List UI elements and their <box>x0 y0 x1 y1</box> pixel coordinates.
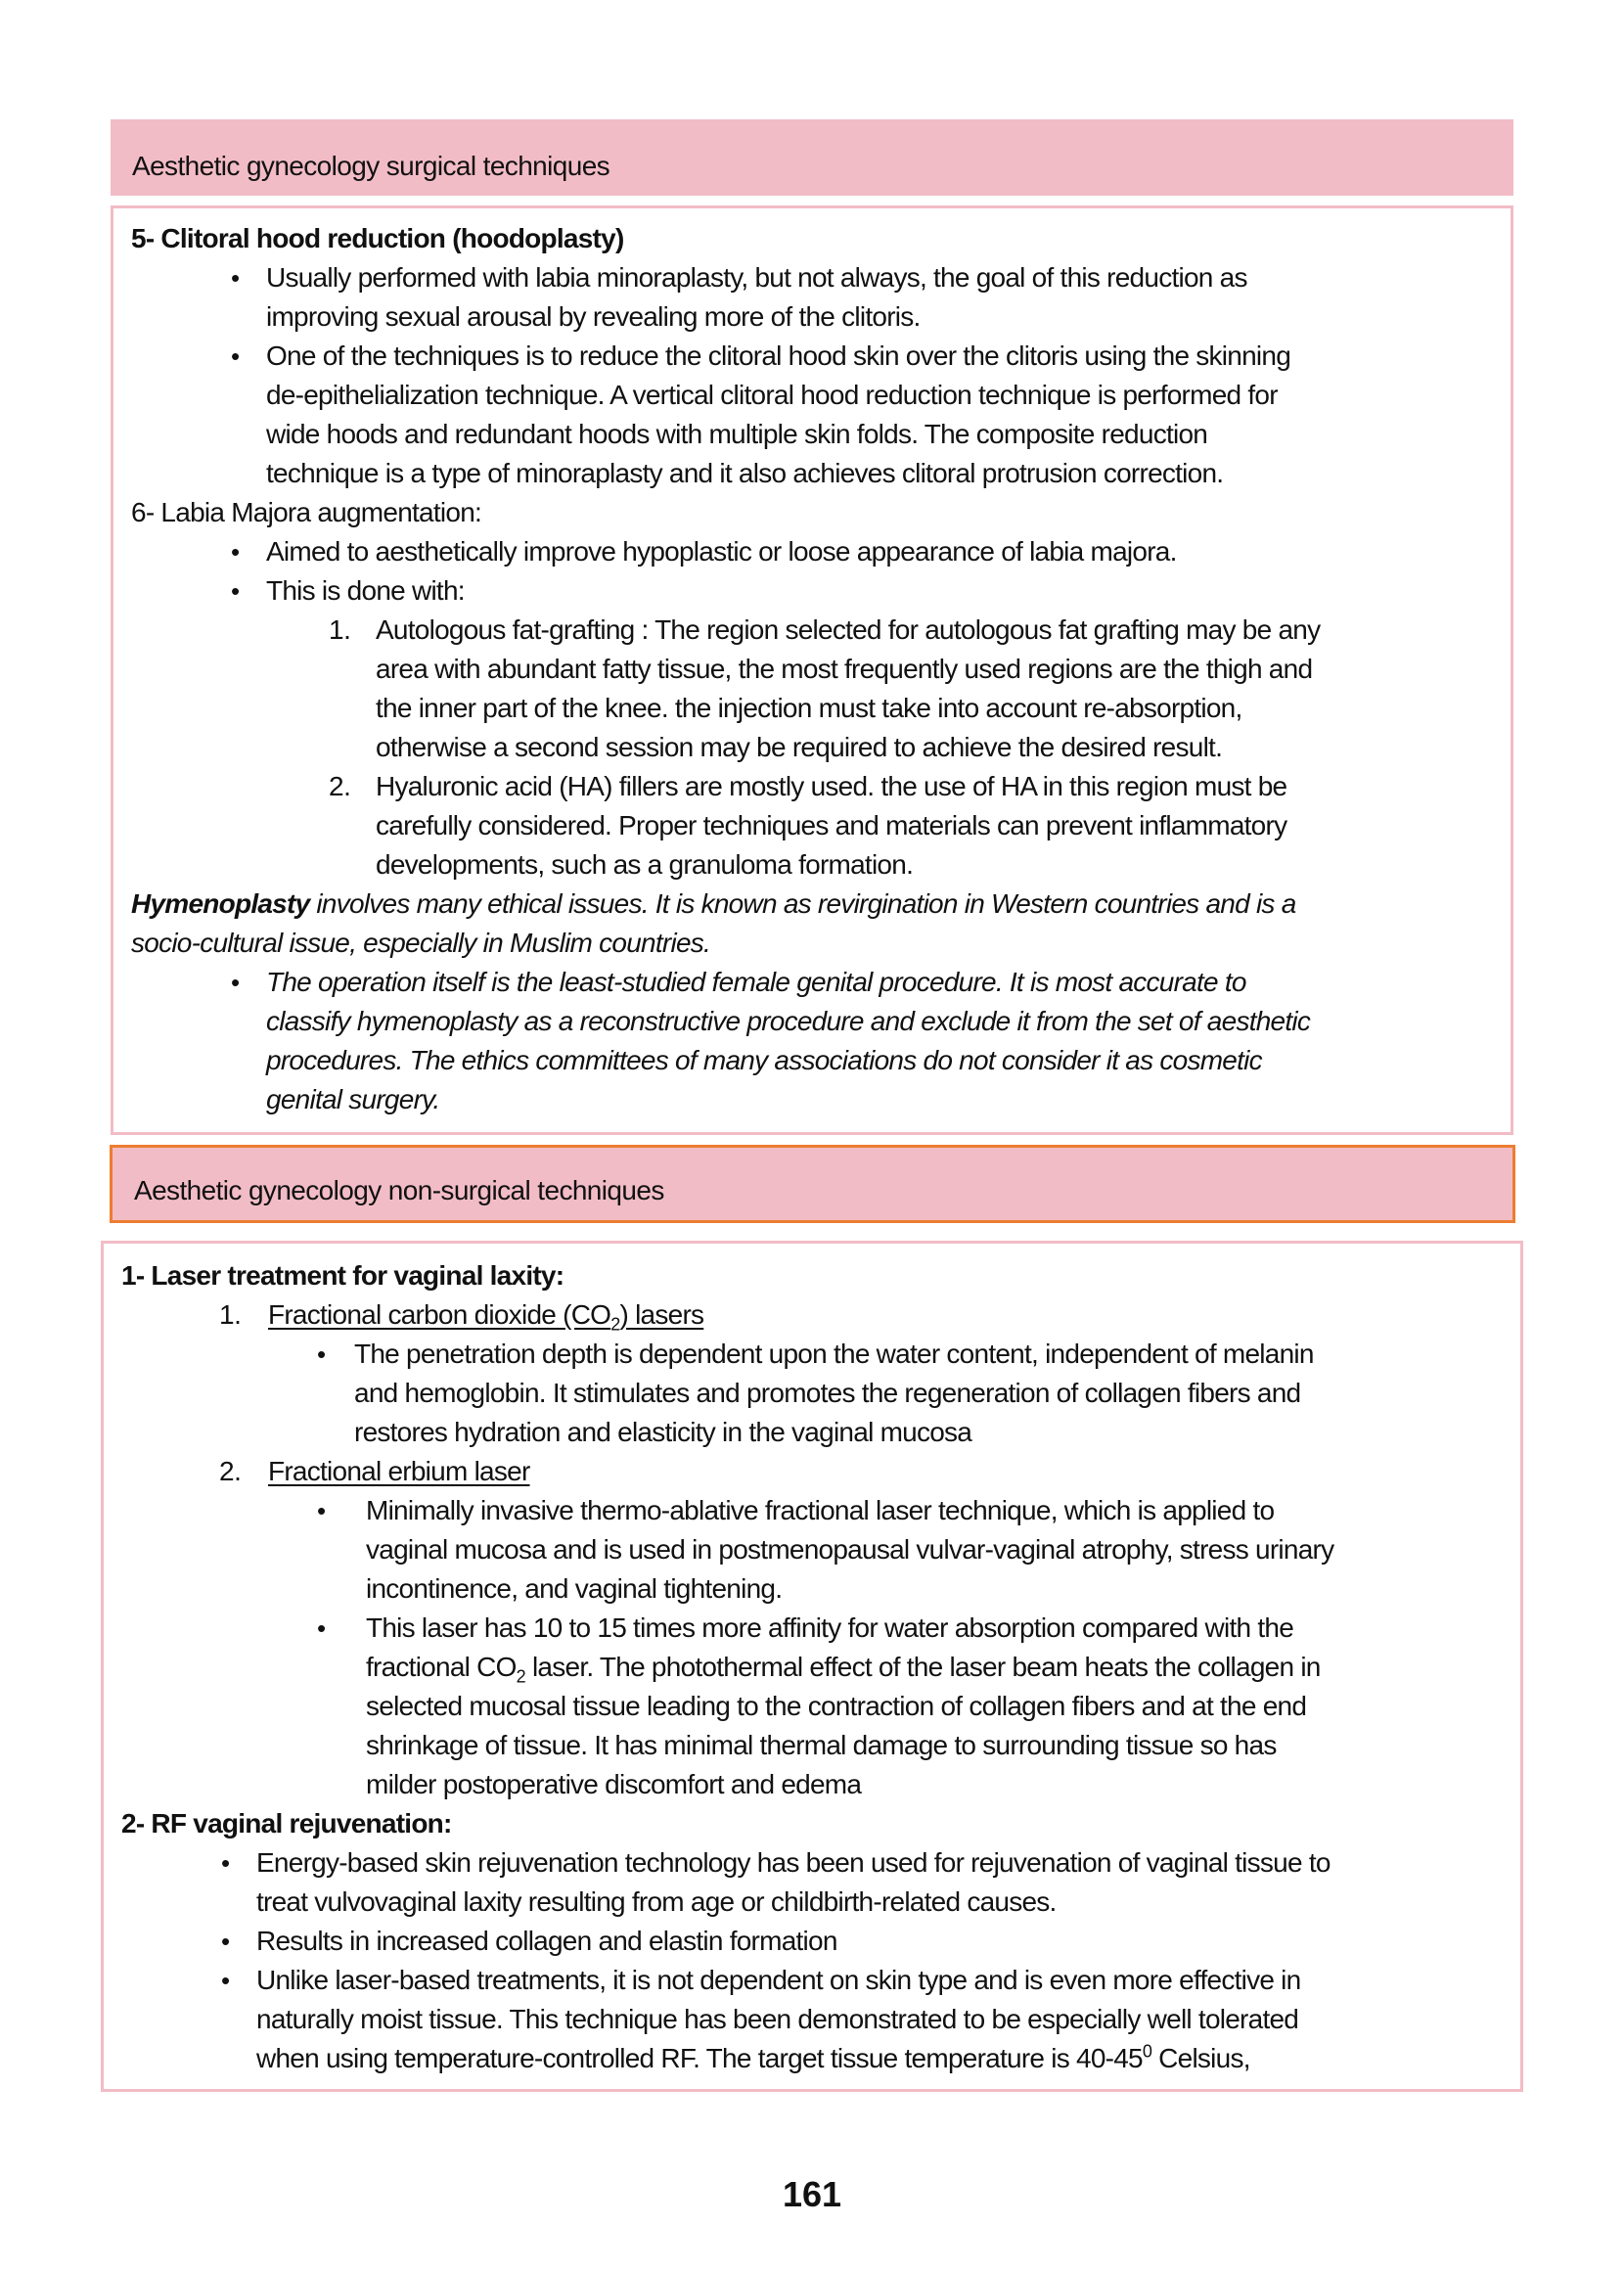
bullet-icon: • <box>231 341 241 371</box>
text-line: milder postoperative discomfort and edema <box>366 1769 862 1799</box>
list-number: 1. <box>329 614 351 645</box>
item-title: 1- Laser treatment for vaginal laxity: <box>121 1260 564 1291</box>
bullet-icon: • <box>231 263 241 293</box>
hymenoplasty-paragraph <box>131 885 1296 924</box>
text-line: shrinkage of tissue. It has minimal thermal damage to surrounding tissue so has <box>366 1730 1277 1760</box>
bullet-icon: • <box>221 1966 231 1995</box>
bullet-icon: • <box>231 537 241 567</box>
list-number: 2. <box>219 1456 242 1486</box>
text: ) lasers <box>619 1299 704 1330</box>
subscript: 2 <box>610 1314 620 1335</box>
section-title: Aesthetic gynecology surgical techniques <box>132 151 610 181</box>
section-title: Aesthetic gynecology non-surgical techniques <box>134 1175 664 1205</box>
bullet-icon: • <box>221 1927 231 1956</box>
text: when using temperature-controlled RF. The target tissue temperature is 40-45 <box>256 2043 1143 2073</box>
text-line: developments, such as a granuloma formation. <box>376 849 914 880</box>
section-header-surgical <box>111 119 1513 196</box>
text-line: The operation itself is the least-studied female genital procedure. It is most accurate to <box>266 967 1246 997</box>
text-line: classify hymenoplasty as a reconstructive procedure and exclude it from the set of aesthetic <box>266 1006 1311 1036</box>
text-line: naturally moist tissue. This technique has been demonstrated to be especially well tolerated <box>256 2004 1299 2034</box>
text-line: The penetration depth is dependent upon the water content, independent of melanin <box>354 1339 1314 1369</box>
text-line: restores hydration and elasticity in the vaginal mucosa <box>354 1417 972 1447</box>
text-line: otherwise a second session may be required to achieve the desired result. <box>376 732 1223 762</box>
text: laser. The photothermal effect of the laser beam heats the collagen in <box>524 1652 1321 1682</box>
item-title: 2- RF vaginal rejuvenation: <box>121 1808 452 1839</box>
text-line: One of the techniques is to reduce the clitoral hood skin over the clitoris using the skinning <box>266 340 1291 371</box>
list-number: 2. <box>329 771 351 801</box>
superscript: 0 <box>1142 2041 1152 2062</box>
text-line: technique is a type of minoraplasty and it also achieves clitoral protrusion correction. <box>266 458 1224 488</box>
text: fractional CO <box>366 1652 517 1682</box>
subheading-co2-laser <box>268 1295 703 1335</box>
text: Fractional carbon dioxide (CO <box>268 1299 611 1330</box>
subheading-erbium-laser: Fractional erbium laser <box>268 1456 530 1486</box>
list-number: 1. <box>219 1299 242 1330</box>
bullet-icon: • <box>231 576 241 606</box>
text-line: wide hoods and redundant hoods with multiple skin folds. The composite reduction <box>266 419 1208 449</box>
text-line: treat vulvovaginal laxity resulting from age or childbirth-related causes. <box>256 1886 1057 1917</box>
page-number: 161 <box>782 2174 842 2214</box>
text-line: involves many ethical issues. It is known as revirgination in Western countries and is a <box>309 888 1296 919</box>
text-line: Hyaluronic acid (HA) fillers are mostly used. the use of HA in this region must be <box>376 771 1287 801</box>
text-line: the inner part of the knee. the injection must take into account re-absorption, <box>376 693 1242 723</box>
text-line: incontinence, and vaginal tightening. <box>366 1573 783 1604</box>
text-line: Aimed to aesthetically improve hypoplastic or loose appearance of labia majora. <box>266 536 1177 567</box>
section-header-non-surgical <box>110 1145 1515 1223</box>
text-line: improving sexual arousal by revealing more of the clitoris. <box>266 301 921 332</box>
bullet-icon: • <box>231 968 241 997</box>
text-line: area with abundant fatty tissue, the most frequently used regions are the thigh and <box>376 654 1313 684</box>
hymenoplasty-term: Hymenoplasty <box>131 888 310 919</box>
text-line <box>256 2039 1250 2078</box>
subscript: 2 <box>516 1666 525 1687</box>
text: Celsius, <box>1151 2043 1250 2073</box>
bullet-icon: • <box>317 1613 327 1643</box>
text-line: Autologous fat-grafting : The region selected for autologous fat grafting may be any <box>376 614 1321 645</box>
text-line: and hemoglobin. It stimulates and promotes the regeneration of collagen fibers and <box>354 1378 1301 1408</box>
text-line: This is done with: <box>266 575 465 606</box>
text-line: Results in increased collagen and elastin formation <box>256 1926 837 1956</box>
text-line: Unlike laser-based treatments, it is not dependent on skin type and is even more effective in <box>256 1965 1301 1995</box>
text-line: vaginal mucosa and is used in postmenopausal vulvar-vaginal atrophy, stress urinary <box>366 1534 1334 1565</box>
bullet-icon: • <box>221 1848 231 1878</box>
item-title: 5- Clitoral hood reduction (hoodoplasty) <box>131 223 624 253</box>
text-line: Minimally invasive thermo-ablative fractional laser technique, which is applied to <box>366 1495 1275 1525</box>
text-line: socio-cultural issue, especially in Muslim countries. <box>131 928 711 958</box>
text-line: carefully considered. Proper techniques and materials can prevent inflammatory <box>376 810 1287 840</box>
text-line: Energy-based skin rejuvenation technology has been used for rejuvenation of vaginal tissue to <box>256 1847 1331 1878</box>
item-title: 6- Labia Majora augmentation: <box>131 497 482 527</box>
text-line: de-epithelialization technique. A vertical clitoral hood reduction technique is performed for <box>266 380 1278 410</box>
bullet-icon: • <box>317 1496 327 1525</box>
text-line <box>366 1648 1321 1687</box>
text-line: procedures. The ethics committees of many associations do not consider it as cosmetic <box>266 1045 1262 1075</box>
text-line: Usually performed with labia minoraplasty, but not always, the goal of this reduction as <box>266 262 1247 293</box>
text-line: This laser has 10 to 15 times more affinity for water absorption compared with the <box>366 1612 1294 1643</box>
text-line: selected mucosal tissue leading to the contraction of collagen fibers and at the end <box>366 1691 1307 1721</box>
text-line: genital surgery. <box>266 1084 440 1114</box>
bullet-icon: • <box>317 1339 327 1369</box>
